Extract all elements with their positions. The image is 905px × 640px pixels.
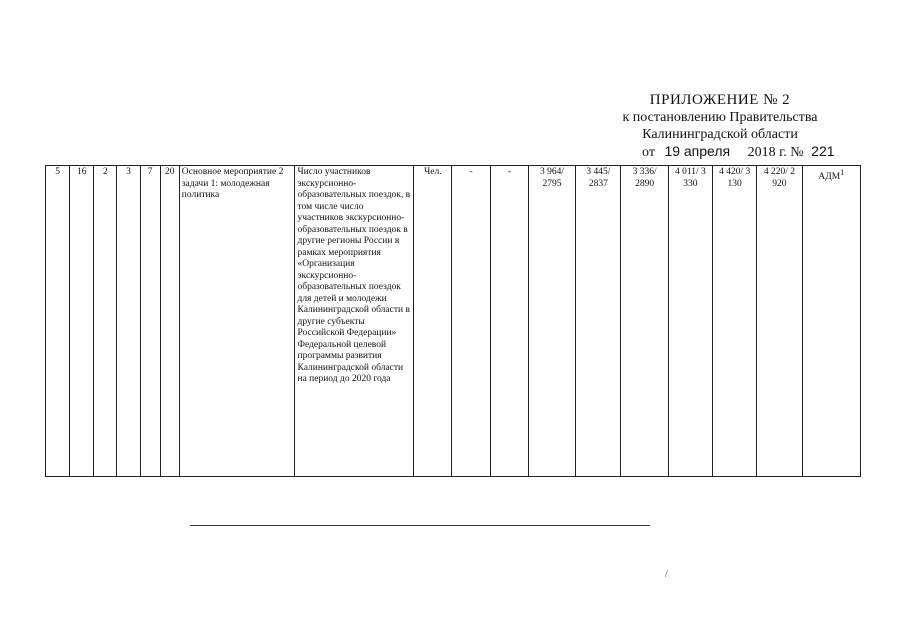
value-cell-2: - (490, 166, 528, 477)
value-cell-5: 3 336/ 2890 (621, 166, 668, 477)
indicator-table (45, 165, 861, 477)
code-cell-2: 16 (70, 166, 94, 477)
responsible-cell (802, 166, 860, 477)
value-cell-7: 4 420/ 3 130 (713, 166, 757, 477)
value-cell-1: - (452, 166, 490, 477)
indicator-cell: Число участников экскурсионно-образовательных поездок, в том числе число участников экскурсионно-образовательных поездок в другие регионы России в рамках мероприятия «Организация экскурсионно-образовательных поездок для детей и молодежи Калининградской области в другие субъекты Российской Федерации» Федеральной целевой программы развития Калининградской области на период до 2020 года (295, 166, 414, 477)
appendix-subtitle-1: к постановлению Правительства (622, 110, 818, 125)
table-row (46, 166, 861, 477)
value-cell-8: 4 220/ 2 920 (757, 166, 802, 477)
appendix-header (560, 92, 880, 161)
value-cell-3: 3 964/ 2795 (528, 166, 575, 477)
event-cell: Основное мероприятие 2 задачи 1: молодежная политика (179, 166, 295, 477)
date-prefix: от (642, 145, 655, 160)
responsible-label: АДМ (818, 172, 841, 183)
stray-mark: / (665, 569, 668, 580)
code-cell-1: 5 (46, 166, 70, 477)
appendix-dateline (560, 143, 880, 161)
appendix-title: ПРИЛОЖЕНИЕ № 2 (649, 92, 791, 108)
separator-line (190, 525, 650, 526)
value-cell-4: 3 445/ 2837 (576, 166, 621, 477)
unit-cell: Чел. (414, 166, 452, 477)
number-handwritten: 221 (811, 143, 835, 159)
code-cell-6: 20 (160, 166, 179, 477)
year-label: 2018 г. № (747, 145, 804, 160)
responsible-footnote: 1 (840, 168, 845, 177)
value-cell-6: 4 011/ 3 330 (668, 166, 712, 477)
code-cell-3: 2 (94, 166, 117, 477)
appendix-subtitle-2: Калининградской области (642, 127, 798, 142)
code-cell-5: 7 (140, 166, 160, 477)
code-cell-4: 3 (117, 166, 140, 477)
date-handwritten: 19 апреля (664, 143, 731, 159)
